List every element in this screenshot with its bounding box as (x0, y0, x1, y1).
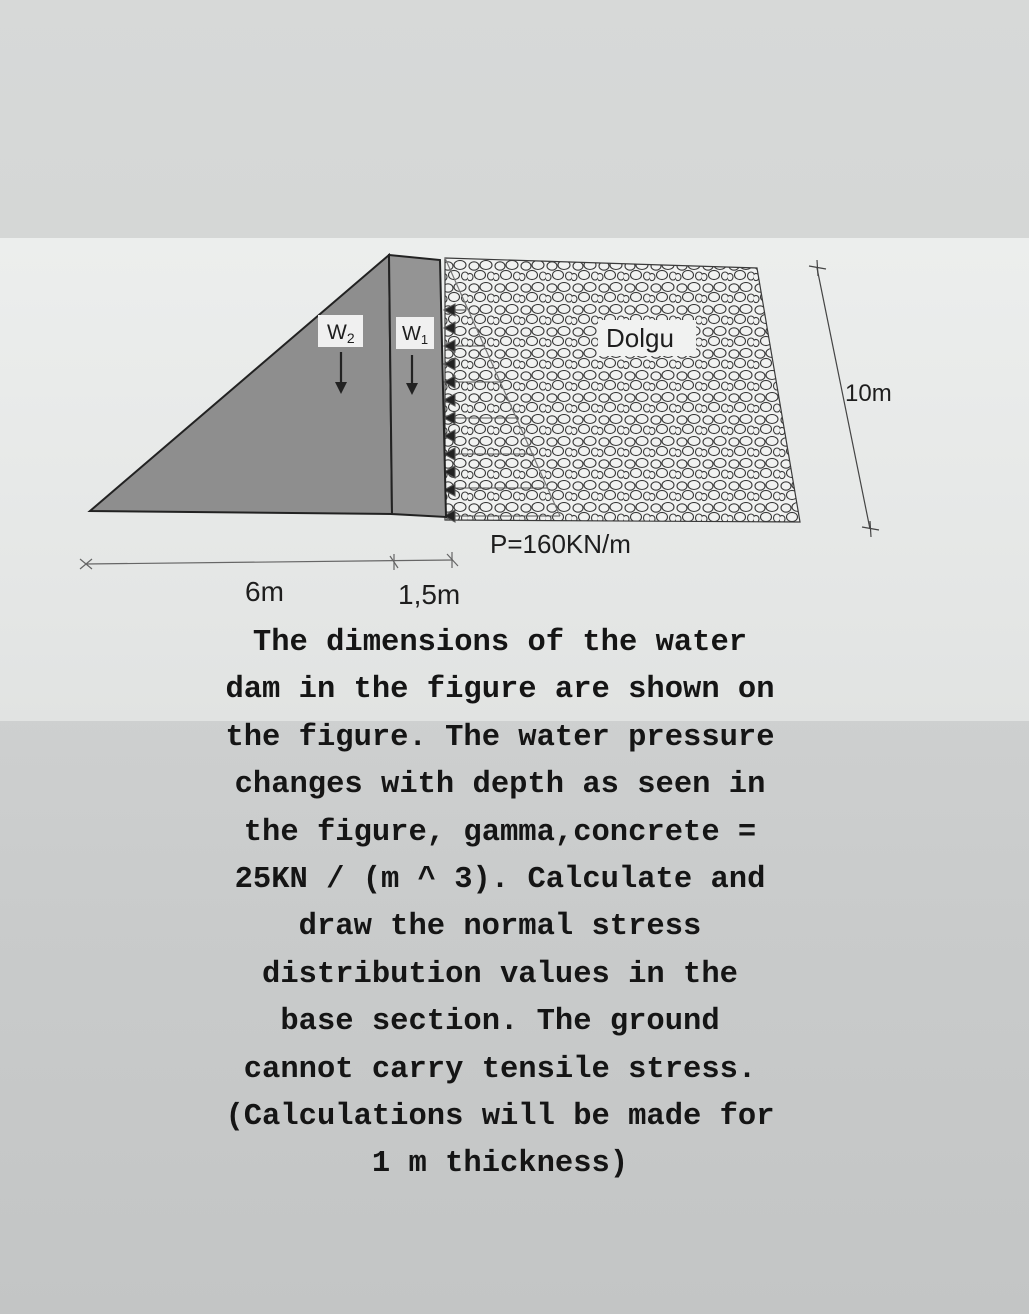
base-dimension-line (80, 552, 458, 570)
base-right-label: 1,5m (398, 579, 461, 610)
dolgu-label: Dolgu (606, 323, 674, 353)
backfill-region (445, 258, 800, 522)
w1-label: $W_1$ (402, 323, 429, 347)
height-label: 10m (845, 380, 892, 407)
force-label: P=160KN/m (490, 529, 631, 559)
base-left-label: 6m (245, 576, 284, 607)
dam-triangle-section (90, 255, 392, 514)
w2-label: W2 (327, 321, 355, 346)
dam-rectangle-section (389, 255, 446, 517)
problem-statement: The dimensions of the water dam in the figure are shown on the figure. The water pressure changes with depth as seen in the figure, gamma,concrete = 25KN / (m ^ 3). Calculate and draw the normal stress distribution values in the base section. The ground cannot carry tensile stress. (Calculations will be made for 1 m thickness) (225, 626, 775, 1182)
